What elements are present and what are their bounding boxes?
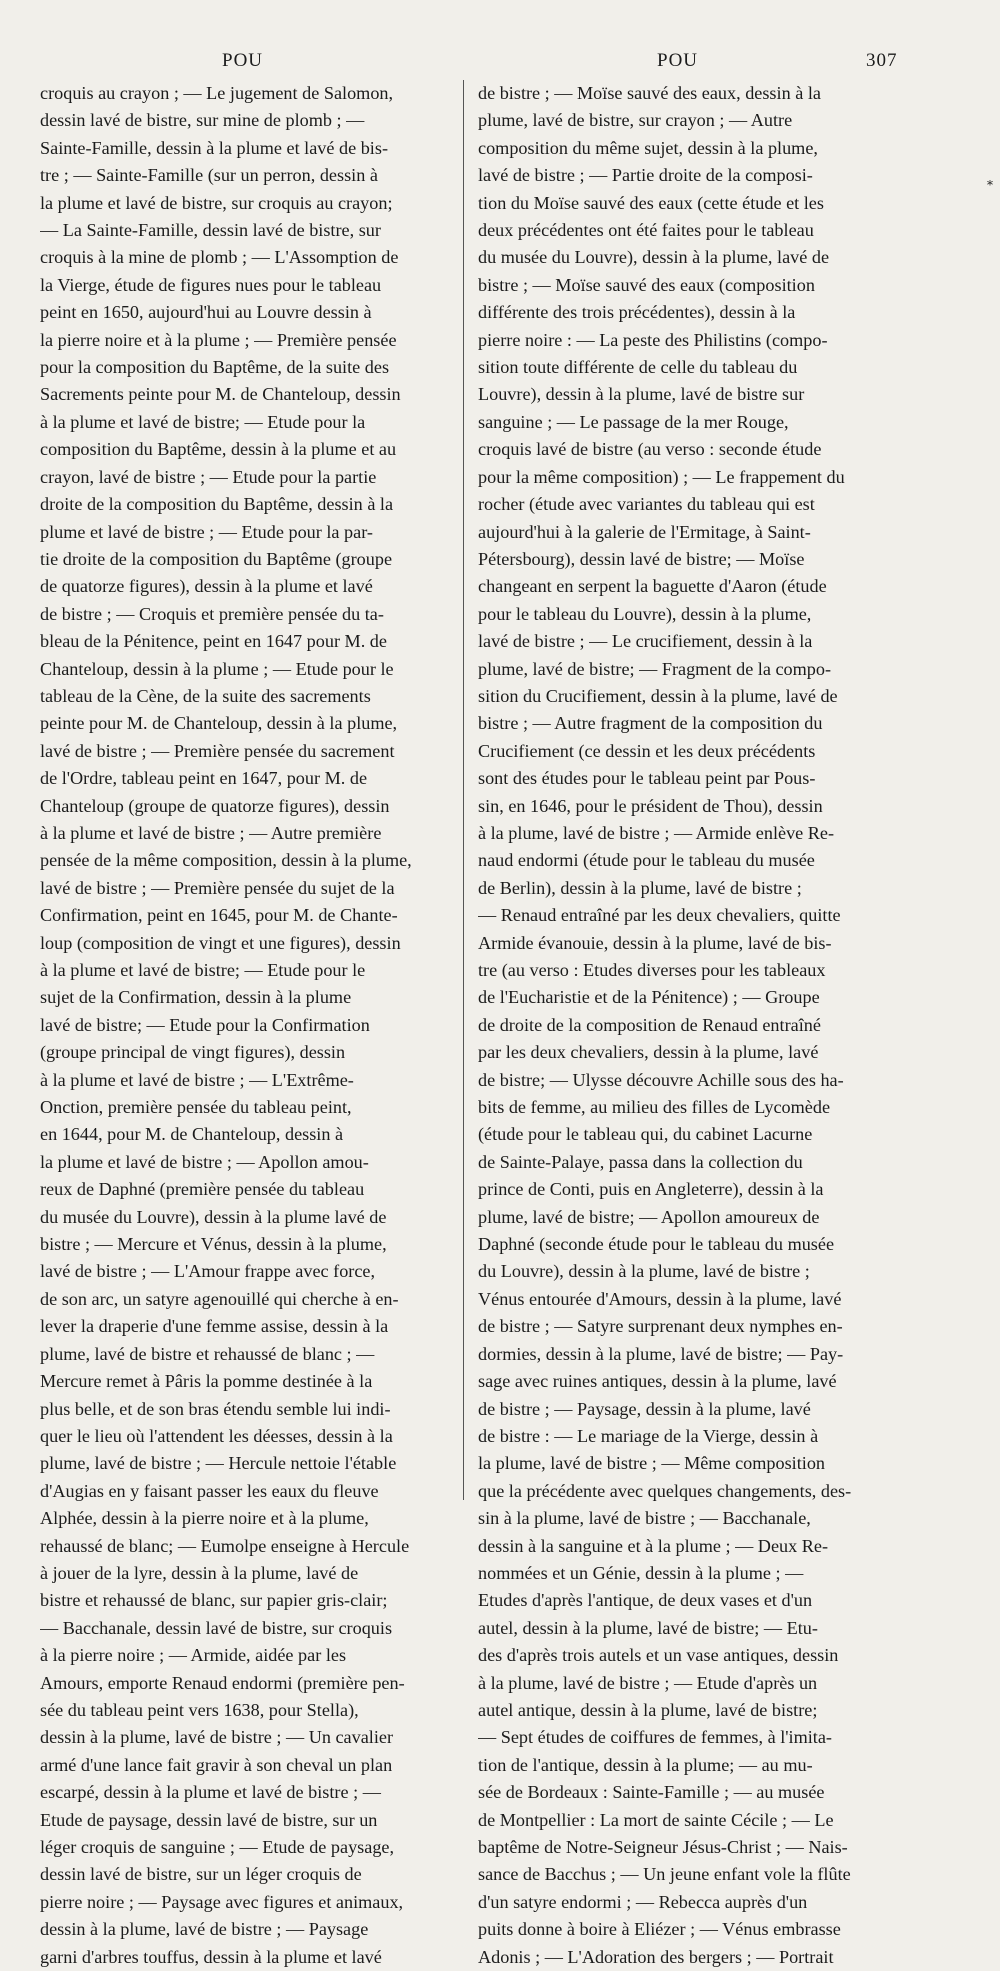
text-line: lavé de bistre; — Etude pour la Confirmation [40,1014,370,1035]
text-line: Vénus entourée d'Amours, dessin à la plume, lavé [478,1288,842,1309]
text-line: à la plume, lavé de bistre ; — Armide enlève Re- [478,822,835,843]
text-line: tie droite de la composition du Baptême (groupe [40,548,393,569]
text-line: Daphné (seconde étude pour le tableau du musée [478,1234,835,1255]
text-line: sition toute différente de celle du tableau du [478,357,798,378]
text-line: Etudes d'après l'antique, de deux vases et d'un [478,1590,813,1611]
text-line: dessin à la plume, lavé de bistre ; — Un cavalier [40,1727,394,1748]
page-number: 307 [866,50,898,71]
text-line: à la plume et lavé de bistre ; — L'Extrême- [40,1069,354,1090]
text-line: croquis lavé de bistre (au verso : seconde étude [478,439,822,460]
text-line: nommées et un Génie, dessin à la plume ; — [478,1562,804,1583]
text-line: — Renaud entraîné par les deux chevaliers, quitte [478,905,841,926]
text-line: (groupe principal de vingt figures), dessin [40,1042,346,1063]
text-line: pierre noire ; — Paysage avec figures et animaux, [40,1891,404,1912]
text-line: lever la draperie d'une femme assise, dessin à la [40,1316,389,1337]
text-line: de son arc, un satyre agenouillé qui cherche à en- [40,1288,399,1309]
text-line: pierre noire : — La peste des Philistins (compo- [478,329,828,350]
text-line: Crucifiement (ce dessin et les deux précédents [478,740,816,761]
text-line: bistre ; — Moïse sauvé des eaux (composition [478,274,815,295]
text-line: différente des trois précédentes), dessin à la [478,302,796,323]
text-line: dormies, dessin à la plume, lavé de bistre; — Pay- [478,1343,844,1364]
text-line: loup (composition de vingt et une figures), dessin [40,932,401,953]
text-line: dessin à la plume, lavé de bistre ; — Paysage [40,1919,369,1940]
text-column-right [478,80,900,1971]
text-line: — Sept études de coiffures de femmes, à l'imita- [478,1727,832,1748]
text-line: droite de la composition du Baptême, dessin à la [40,494,394,515]
text-line: armé d'une lance fait gravir à son cheval un plan [40,1754,393,1775]
text-line: bistre ; — Autre fragment de la composition du [478,713,823,734]
text-line: sage avec ruines antiques, dessin à la plume, lavé [478,1371,837,1392]
text-line: Mercure remet à Pâris la pomme destinée à la [40,1371,373,1392]
text-line: pensée de la même composition, dessin à la plume, [40,850,412,871]
text-line: lavé de bistre ; — L'Amour frappe avec force, [40,1261,376,1282]
text-line: tion du Moïse sauvé des eaux (cette étude et les [478,192,824,213]
text-line: du musée du Louvre), dessin à la plume lavé de [40,1206,387,1227]
text-line: à la plume et lavé de bistre; — Etude pour le [40,960,366,980]
text-line: Louvre), dessin à la plume, lavé de bistre sur [478,384,805,405]
text-line: quer le lieu où l'attendent les déesses, dessin à la [40,1425,393,1446]
text-line: du musée du Louvre), dessin à la plume, lavé de [478,247,830,268]
text-line: à la plume et lavé de bistre; — Etude pour la [40,411,366,432]
text-line: plume, lavé de bistre; — Apollon amoureux de [478,1206,820,1227]
text-line: du Louvre), dessin à la plume, lavé de bistre ; [478,1261,810,1282]
text-line: changeant en serpent la baguette d'Aaron (étude [478,576,827,597]
text-line: lavé de bistre ; — Le crucifiement, dessin à la [478,631,813,652]
text-line: deux précédentes ont été faites pour le tableau [478,220,814,241]
text-line: composition du Baptême, dessin à la plume et au [40,439,397,460]
text-line: reux de Daphné (première pensée du tableau [40,1179,365,1200]
text-line: baptême de Notre-Seigneur Jésus-Christ ; — Nais- [478,1837,848,1857]
text-line: rocher (étude avec variantes du tableau qui est [478,494,815,515]
text-line: Alphée, dessin à la pierre noire et à la plume, [40,1508,369,1529]
text-line: de bistre ; — Satyre surprenant deux nymphes en- [478,1316,843,1337]
text-line: sont des études pour le tableau peint par Pous- [478,768,816,789]
text-line: peint en 1650, aujourd'hui au Louvre dessin à [40,302,372,323]
text-line: de l'Eucharistie et de la Pénitence) ; — Groupe [478,987,820,1008]
text-line: de bistre ; — Croquis et première pensée du ta- [40,603,384,624]
margin-mark: * [987,178,993,192]
text-line: plus belle, et de son bras étendu semble lui indi- [40,1398,391,1419]
text-line: Sainte-Famille, dessin à la plume et lavé de bis- [40,137,388,158]
text-line: puits donne à boire à Eliézer ; — Vénus embrasse [478,1919,841,1940]
text-line: en 1644, pour M. de Chanteloup, dessin à [40,1124,344,1145]
text-line: tion de l'antique, dessin à la plume; — au mu- [478,1754,813,1775]
text-line: de bistre ; — Paysage, dessin à la plume, lavé [478,1398,811,1419]
text-line: à jouer de la lyre, dessin à la plume, lavé de [40,1562,359,1583]
text-line: la plume et lavé de bistre ; — Apollon amou- [40,1151,369,1172]
text-line: autel antique, dessin à la plume, lavé de bistre; [478,1699,818,1720]
text-line: de Sainte-Palaye, passa dans la collection du [478,1151,803,1172]
text-line: léger croquis de sanguine ; — Etude de paysage, [40,1837,395,1857]
text-line: de Berlin), dessin à la plume, lavé de bistre ; [478,877,802,898]
text-line: la Vierge, étude de figures nues pour le tableau [40,274,382,295]
text-line: de l'Ordre, tableau peint en 1647, pour M. de [40,768,368,789]
running-head-left: POU [222,50,264,71]
column-divider [463,80,464,1500]
text-line: pour la composition du Baptême, de la suite des [40,357,390,378]
text-line: de Montpellier : La mort de sainte Cécile ; — Le [478,1809,834,1830]
text-line: la plume et lavé de bistre, sur croquis au crayon; [40,192,393,213]
text-line: prince de Conti, puis en Angleterre), dessin à la [478,1179,824,1200]
text-line: dessin lavé de bistre, sur un léger croquis de [40,1864,362,1885]
text-line: autel, dessin à la plume, lavé de bistre; — Etu- [478,1617,818,1638]
text-line: lavé de bistre ; — Première pensée du sujet de la [40,877,395,898]
text-line: rehaussé de blanc; — Eumolpe enseigne à Hercule [40,1535,410,1556]
text-line: d'un satyre endormi ; — Rebecca auprès d'un [478,1891,808,1912]
text-line: aujourd'hui à la galerie de l'Ermitage, à Saint- [478,521,811,542]
text-line: Adonis ; — L'Adoration des bergers ; — Portrait [478,1946,834,1967]
text-line: de bistre : — Le mariage de la Vierge, dessin à [478,1425,819,1446]
text-line: sanguine ; — Le passage de la mer Rouge, [478,411,789,432]
text-line: bits de femme, au milieu des filles de Lycomède [478,1097,831,1118]
text-line: plume, lavé de bistre et rehaussé de blanc ; — [40,1343,375,1364]
text-line: composition du même sujet, dessin à la plume, [478,137,818,158]
text-line: de quatorze figures), dessin à la plume et lavé [40,576,373,597]
text-line: naud endormi (étude pour le tableau du musée [478,850,815,871]
text-line: la plume, lavé de bistre ; — Même composition [478,1453,826,1474]
text-line: — Bacchanale, dessin lavé de bistre, sur croquis [40,1617,393,1638]
text-line: crayon, lavé de bistre ; — Etude pour la partie [40,466,377,487]
text-line: sujet de la Confirmation, dessin à la plume [40,987,352,1008]
text-line: bistre et rehaussé de blanc, sur papier gris-clair; [40,1590,388,1611]
text-line: tre ; — Sainte-Famille (sur un perron, dessin à [40,165,378,186]
text-line: par les deux chevaliers, dessin à la plume, lavé [478,1042,819,1063]
text-line: de droite de la composition de Renaud entraîné [478,1014,821,1035]
text-line: plume et lavé de bistre ; — Etude pour la par- [40,521,373,542]
text-line: de bistre; — Ulysse découvre Achille sous des ha- [478,1069,844,1090]
text-line: lavé de bistre ; — Première pensée du sacrement [40,740,395,761]
text-line: croquis au crayon ; — Le jugement de Salomon, [40,83,394,103]
text-column-left [40,80,450,1971]
text-line: (étude pour le tableau qui, du cabinet Lacurne [478,1124,813,1145]
text-line: de bistre ; — Moïse sauvé des eaux, dessin à la [478,83,821,103]
text-line: dessin à la sanguine et à la plume ; — Deux Re- [478,1535,829,1556]
text-line: tre (au verso : Etudes diverses pour les tableaux [478,960,826,980]
running-head-right: POU [657,50,699,71]
text-line: garni d'arbres touffus, dessin à la plume et lavé [40,1946,382,1967]
text-line: d'Augias en y faisant passer les eaux du fleuve [40,1480,379,1501]
text-line: Confirmation, peint en 1645, pour M. de Chante- [40,905,398,926]
text-line: Onction, première pensée du tableau peint, [40,1097,352,1118]
text-line: Armide évanouie, dessin à la plume, lavé de bis- [478,932,832,953]
text-line: Sacrements peinte pour M. de Chanteloup, dessin [40,384,401,405]
text-line: plume, lavé de bistre ; — Hercule nettoie l'étable [40,1453,397,1474]
text-line: bleau de la Pénitence, peint en 1647 pour M. de [40,631,387,652]
text-line: plume, lavé de bistre; — Fragment de la compo- [478,658,832,679]
text-line: sance de Bacchus ; — Un jeune enfant vole la flûte [478,1864,851,1885]
text-line: Etude de paysage, dessin lavé de bistre, sur un [40,1809,378,1830]
text-line: à la plume et lavé de bistre ; — Autre première [40,822,382,843]
text-line: bistre ; — Mercure et Vénus, dessin à la plume, [40,1234,387,1255]
text-line: Pétersbourg), dessin lavé de bistre; — Moïse [478,548,805,569]
text-line: la pierre noire et à la plume ; — Première pensée [40,329,397,350]
text-line: que la précédente avec quelques changements, des- [478,1480,852,1501]
text-line: sin, en 1646, pour le président de Thou), dessin [478,795,823,816]
text-line: plume, lavé de bistre, sur crayon ; — Autre [478,110,793,131]
text-line: à la pierre noire ; — Armide, aidée par les [40,1645,347,1666]
text-line: lavé de bistre ; — Partie droite de la composi- [478,165,813,186]
text-line: sée du tableau peint vers 1638, pour Stella), [40,1699,359,1720]
text-line: Chanteloup, dessin à la plume ; — Etude pour le [40,658,394,679]
text-line: — La Sainte-Famille, dessin lavé de bistre, sur [40,220,381,241]
text-line: Amours, emporte Renaud endormi (première pen- [40,1672,405,1693]
text-line: sition du Crucifiement, dessin à la plume, lavé de [478,685,838,706]
text-line: dessin lavé de bistre, sur mine de plomb ; — [40,110,365,131]
text-line: à la plume, lavé de bistre ; — Etude d'après un [478,1672,818,1693]
text-line: tableau de la Cène, de la suite des sacrements [40,685,371,706]
text-line: des d'après trois autels et un vase antiques, dessin [478,1645,839,1666]
text-line: pour le tableau du Louvre), dessin à la plume, [478,603,812,624]
text-line: escarpé, dessin à la plume et lavé de bistre ; — [40,1782,381,1803]
text-line: sin à la plume, lavé de bistre ; — Bacchanale, [478,1508,811,1529]
text-line: croquis à la mine de plomb ; — L'Assomption de [40,247,399,268]
text-line: Chanteloup (groupe de quatorze figures), dessin [40,795,390,816]
text-line: sée de Bordeaux : Sainte-Famille ; — au musée [478,1782,825,1803]
text-line: peinte pour M. de Chanteloup, dessin à la plume, [40,713,398,734]
text-line: pour la même composition) ; — Le frappement du [478,466,845,487]
